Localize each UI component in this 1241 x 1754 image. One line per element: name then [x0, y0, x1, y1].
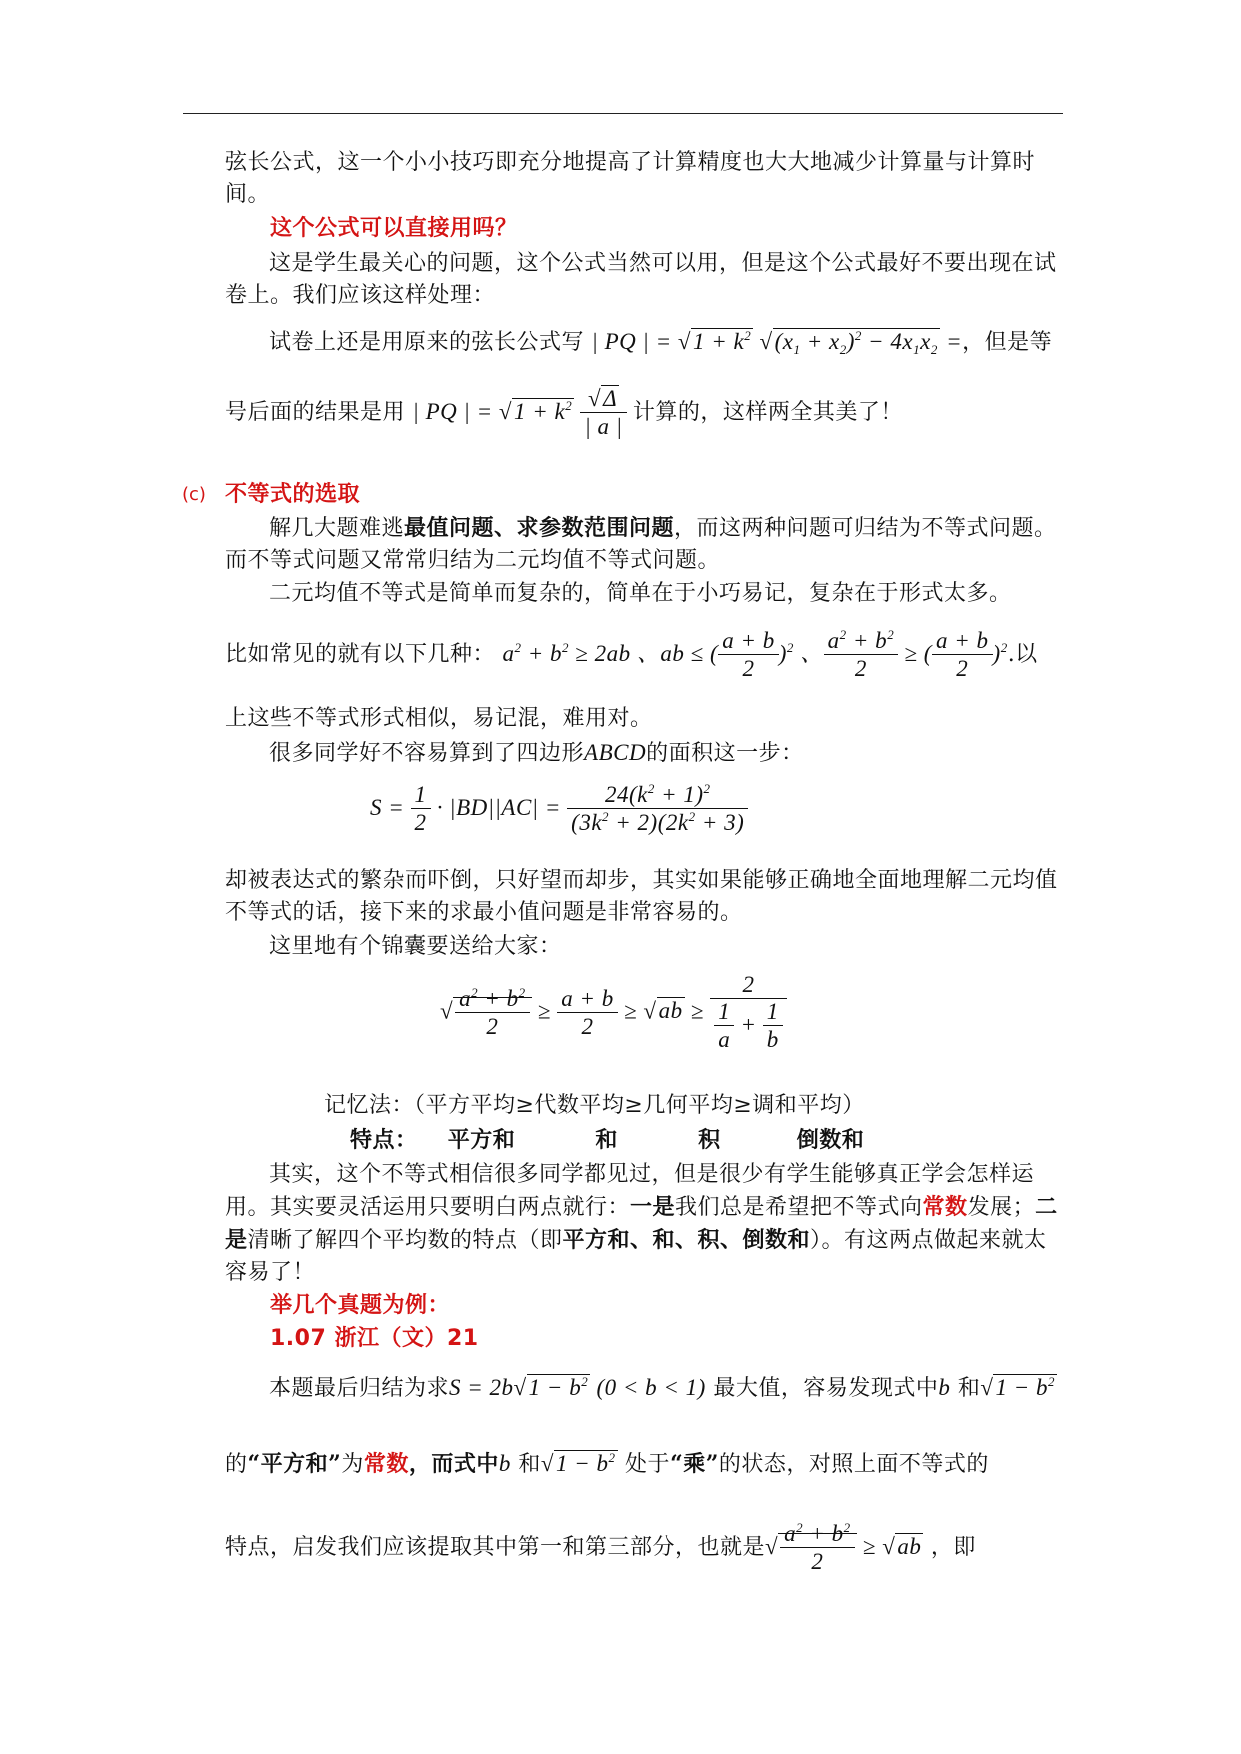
- feature-line: [350, 1124, 950, 1156]
- memo-line: [324, 1090, 1024, 1122]
- paragraph-14: 的“平方和”为常数，而式中b 和$√1 - b^2$ 处于“乘”的状态，对照上面不等式的: [225, 1450, 989, 1477]
- paragraph-10: [225, 865, 1060, 929]
- text-example-heading: 举几个真题为例：: [270, 1293, 451, 1318]
- text-p10: 却被表达式的繁杂而吓倒，只好望而却步，其实如果能够正确地全面地理解二元均值不等式的话，接下来的求最小值问题是非常容易的。: [225, 868, 1058, 925]
- text-p8: 上这些不等式形式相似，易记混，难用对。: [225, 706, 653, 731]
- formula-area: S = $\frac{1}{2}$ · |BD||AC| = $\frac{24(k^2 + 1)^2}{(3k^2 + 2)(2k^2 + 3)}$: [370, 782, 870, 837]
- text-p3-lead: 试卷上还是用原来的弦长公式写: [269, 330, 585, 355]
- text-p2: 这是学生最关心的问题，这个公式当然可以用，但是这个公式最好不要出现在试卷上。我们应该这样处理：: [225, 251, 1057, 308]
- text-p4-tail: 计算的，这样两全其美了！: [632, 399, 903, 425]
- text-p12-red: 常数: [922, 1194, 968, 1220]
- formula-chord-result: | PQ | = $√1 + k^2$ $\frac{√\Delta}{| a |}$: [413, 399, 633, 424]
- paragraph-9: 很多同学好不容易算到了四边形ABCD的面积这一步：: [269, 740, 804, 766]
- paragraph-1: [225, 147, 1060, 211]
- text-p4-lead: 号后面的结果是用: [225, 399, 406, 425]
- paragraph-5: 解几大题难逃最值问题、求参数范围问题，而这两种问题可归结为不等式问题。而不等式问题又常常归结为二元均值不等式问题。: [225, 515, 1057, 573]
- example-subheading: [270, 1323, 1105, 1355]
- example-heading: [270, 1290, 1105, 1322]
- section-marker: (c): [182, 484, 206, 505]
- feature-item-4: 倒数和: [796, 1127, 865, 1153]
- paragraph-6: [225, 578, 1060, 610]
- formula-inequalities: $a^2 + b^2 \ge 2ab$ 、ab ≤ ( $\frac{a + b}{2}$ )$^2$ 、 $\frac{a^2 + b^2}{2}$ ≥ ( $\frac{a + b}{2}$ )$^2$: [502, 627, 1008, 681]
- feature-label: 特点：: [350, 1127, 418, 1153]
- formula-chord-length: | PQ | = $√1 + k^2$ $√(x_1 + x_2)^2 - 4x_1x_2$ =: [591, 328, 963, 357]
- feature-item-2: 和: [595, 1127, 618, 1153]
- text-memo: 记忆法：（平方平均≥代数平均≥几何平均≥调和平均）: [324, 1093, 865, 1118]
- text-p6: 二元均值不等式是简单而复杂的，简单在于小巧易记，复杂在于形式太多。: [269, 581, 1012, 606]
- formula-mean-chain: √ $\frac{a^2 + b^2}{2}$ ≥ $\frac{a + b}{2}$ ≥ √ab ≥ 2 $\frac{1}{a}$ + $\frac{1}{b}$: [440, 972, 840, 1054]
- paragraph-11: [225, 931, 1060, 963]
- feature-item-1: 平方和: [447, 1127, 516, 1153]
- text-p5-bold: 最值问题、求参数范围问题: [404, 515, 675, 541]
- paragraph-13: 本题最后归结为求$S = 2b√1 - b^2$ (0 < b < 1) 最大值，容易发现式中b 和$√1 - b^2$: [269, 1374, 1055, 1401]
- question-heading: [270, 213, 1105, 245]
- paragraph-7: [225, 628, 1060, 683]
- text-example-sub: 1.07 浙江（文）21: [270, 1326, 479, 1351]
- section-heading: [225, 479, 1060, 511]
- text-q-heading: 这个公式可以直接用吗？: [270, 216, 518, 241]
- feature-item-3: 积: [698, 1127, 721, 1153]
- paragraph-15: 特点，启发我们应该提取其中第一和第三部分，也就是√ $\frac{a^2 + b^2}{2}$ ≥ √ab ，即: [225, 1520, 976, 1574]
- paragraph-8: [225, 703, 1060, 735]
- paragraph-2: [225, 248, 1060, 312]
- text-p7-tail: .以: [1007, 641, 1038, 667]
- text-p1: 弦长公式，这一个小小技巧即充分地提高了计算精度也大大地减少计算量与计算时间。: [225, 150, 1036, 207]
- text-section-title: 不等式的选取: [225, 482, 361, 507]
- paragraph-3: [225, 326, 1060, 359]
- paragraph-12: 其实，这个不等式相信很多同学都见过，但是很少有学生能够真正学会怎样运用。其实要灵活运用只要明白两点就行：一是我们总是希望把不等式向常数发展；二是清晰了解四个平均数的特点（即平方和、和、积、倒数和）。有这两点做起来就太容易了！: [225, 1162, 1058, 1285]
- text-p11: 这里地有个锦囊要送给大家：: [269, 934, 562, 959]
- text-p14-red: 常数: [363, 1451, 409, 1477]
- paragraph-4: [225, 386, 1060, 441]
- text-p3-tail: ，但是等: [962, 330, 1053, 355]
- header-rule: [183, 113, 1063, 114]
- text-abcd: ABCD: [584, 740, 647, 765]
- text-p7-lead: 比如常见的就有以下几种：: [225, 641, 496, 667]
